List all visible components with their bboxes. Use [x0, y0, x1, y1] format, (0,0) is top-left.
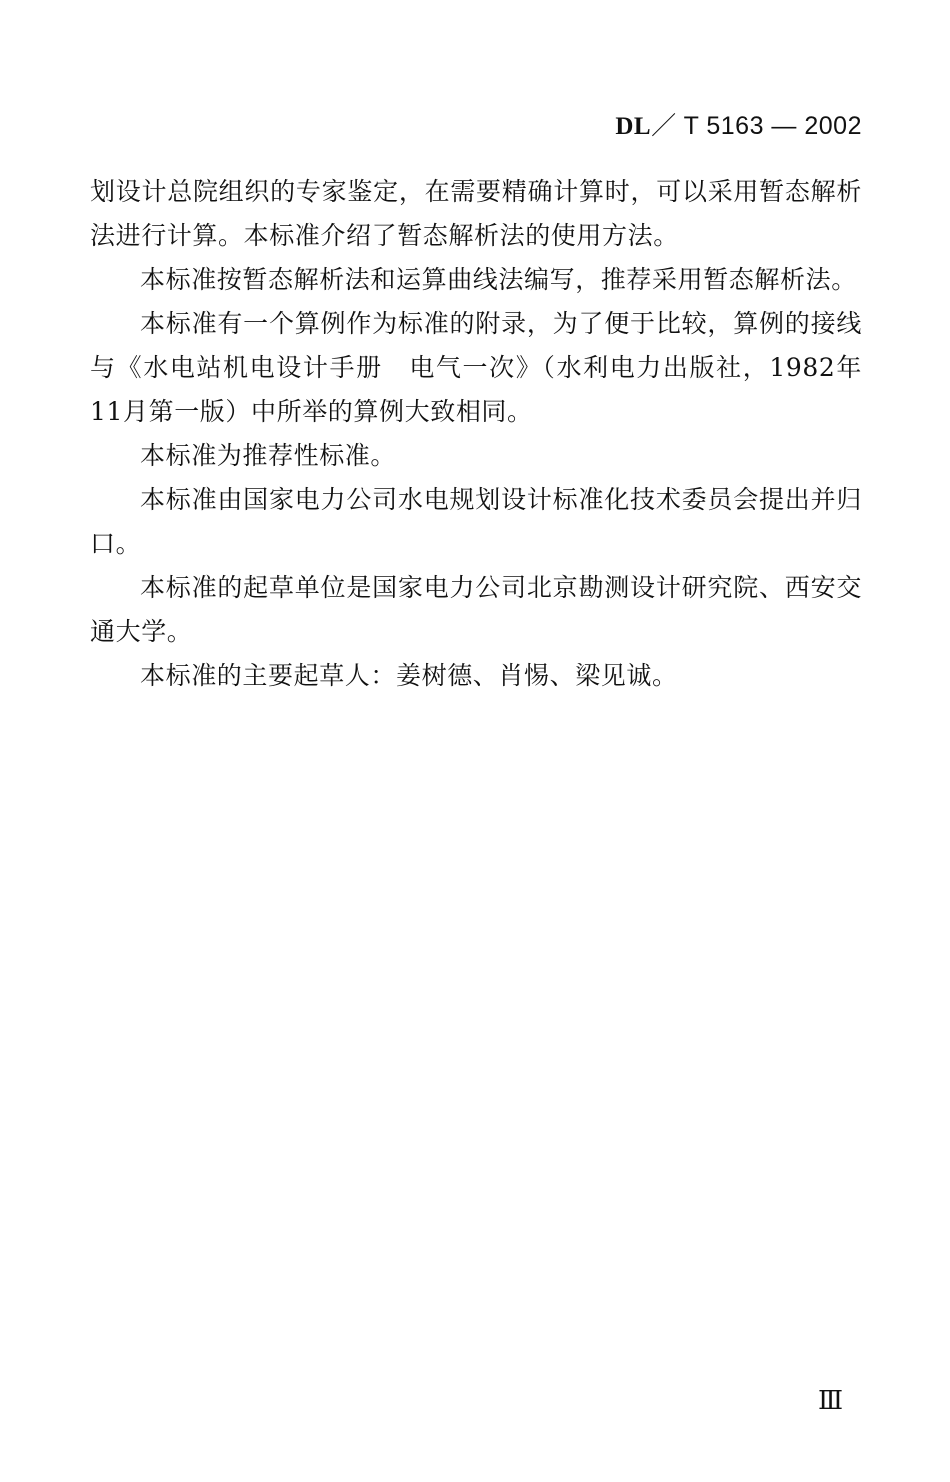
page-number: Ⅲ [818, 1386, 844, 1415]
paragraph-recommended: 本标准为推荐性标准。 [140, 441, 397, 470]
document-body [90, 170, 862, 698]
paragraph-drafters: 本标准的主要起草人：姜树德、肖惕、梁见诚。 [140, 661, 678, 690]
paragraph-proposer: 本标准由国家电力公司水电规划设计标准化技术委员会提出并归口。 [90, 485, 862, 558]
standard-prefix: DL [615, 113, 652, 140]
document-code-header [615, 106, 862, 142]
paragraph-continuation: 划设计总院组织的专家鉴定，在需要精确计算时，可以采用暂态解析法进行计算。本标准介绍了暂态解析法的使用方法。 [90, 177, 862, 250]
paragraph-method: 本标准按暂态解析法和运算曲线法编写，推荐采用暂态解析法。 [140, 265, 857, 294]
standard-number: ／ T 5163 — 2002 [651, 112, 862, 140]
paragraph-drafting-units: 本标准的起草单位是国家电力公司北京勘测设计研究院、西安交通大学。 [90, 573, 862, 646]
paragraph-example: 本标准有一个算例作为标准的附录，为了便于比较，算例的接线与《水电站机电设计手册 电气一次》（水利电力出版社，1982年11月第一版）中所举的算例大致相同。 [90, 309, 862, 426]
